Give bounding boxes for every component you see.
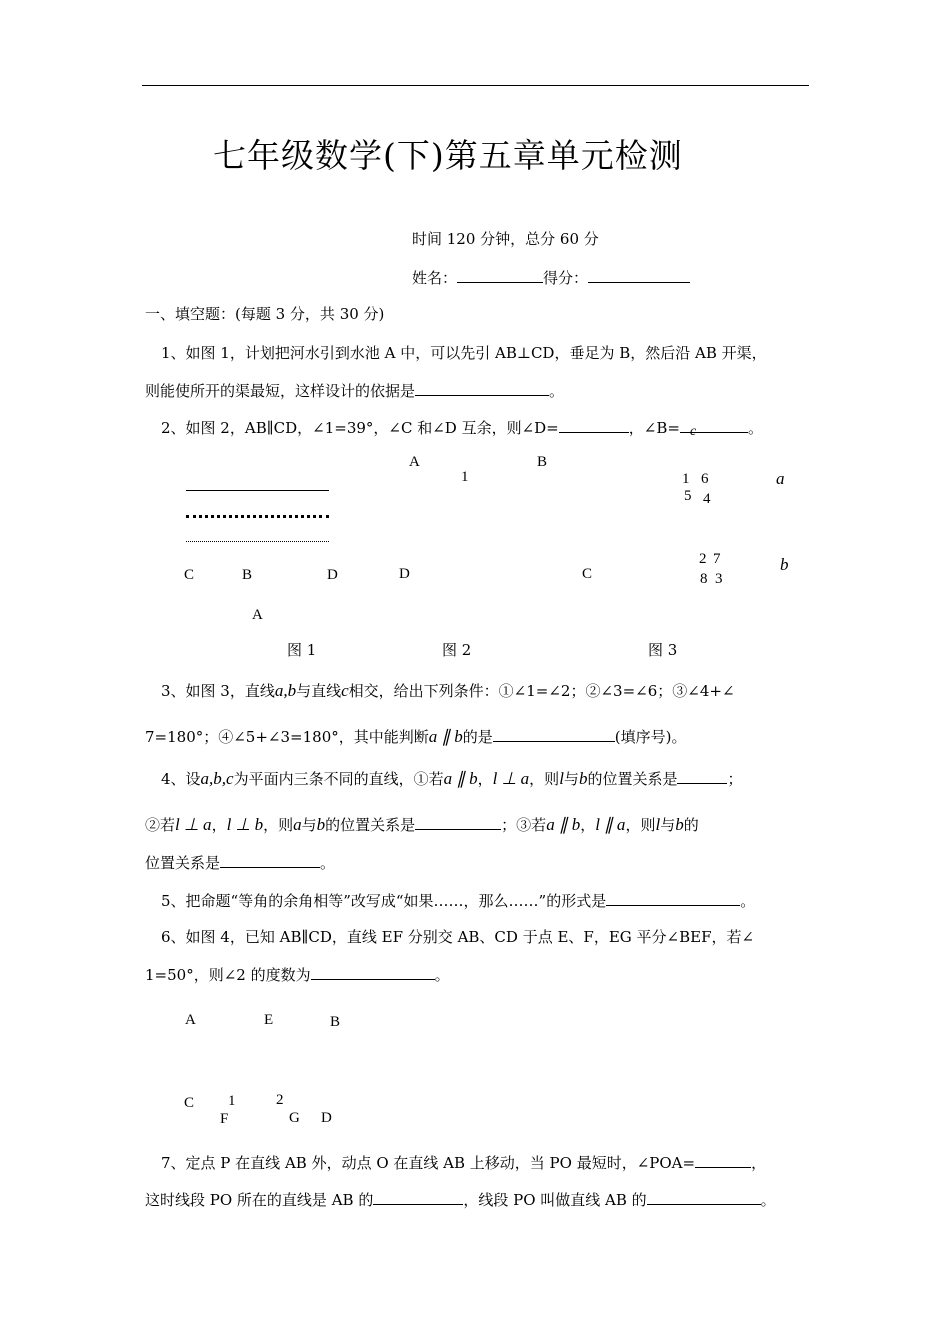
- q2-end: 。: [747, 419, 763, 437]
- fig3-angle-2: 2: [699, 551, 707, 567]
- fig1-dotted-line-thin: [186, 541, 329, 542]
- fig3-angle-6: 6: [701, 471, 709, 487]
- fig3-angle-7: 7: [713, 551, 721, 567]
- q3-answer-blank[interactable]: [493, 725, 615, 742]
- q4-cond1: a ∥ b: [443, 769, 478, 788]
- q4-answer-1[interactable]: [677, 767, 727, 784]
- q7-text-a: 7、定点 P 在直线 AB 外，动点 O 在直线 AB 上移动，当 PO 最短时，∠POA=: [161, 1154, 696, 1172]
- q4-cond6: l ∥ a: [595, 815, 626, 834]
- fig2-label-a: A: [409, 454, 420, 470]
- q7-answer-angle[interactable]: [695, 1151, 751, 1168]
- q4-t13: ；③若: [501, 816, 547, 834]
- q5-text: 5、把命题“等角的余角相等”改写成“如果……，那么……”的形式是: [161, 892, 607, 910]
- fig3-angle-4: 4: [703, 491, 711, 507]
- q4-line1: [161, 767, 742, 789]
- q4-cond2: l ⊥ a: [492, 769, 530, 788]
- fig1-label-c: C: [184, 567, 195, 583]
- q4-cond3: l ⊥ a: [175, 815, 212, 834]
- q1-line1: 1、如图 1，计划把河水引到水池 A 中，可以先引 AB⊥CD，垂足为 B，然后沿 AB 开渠，: [161, 344, 767, 362]
- q4-t16: 与: [660, 816, 676, 834]
- q5-end: 。: [740, 892, 756, 910]
- q4-t2: 为平面内三条不同的直线，①若: [233, 770, 444, 788]
- fig2-caption: 图 2: [442, 641, 472, 659]
- q3-text-d: 7=180°；④∠5+∠3=180°，其中能判断: [145, 728, 429, 746]
- q7-answer-name[interactable]: [647, 1188, 761, 1205]
- q4-t6: 的位置关系是: [587, 770, 678, 788]
- q4-vars: a,b,c: [200, 769, 234, 788]
- q6-line2: [145, 963, 450, 985]
- q7-text-c: 这时线段 PO 所在的直线是 AB 的: [145, 1191, 374, 1209]
- fig2-label-c: C: [582, 566, 593, 582]
- time-info: 时间 120 分钟，总分 60 分: [412, 230, 599, 248]
- fig1-dotted-line: [186, 515, 329, 518]
- q4-t9: ，: [211, 816, 227, 834]
- fig3-angle-1: 1: [682, 471, 690, 487]
- q5-answer-blank[interactable]: [606, 889, 740, 906]
- q7-line2: [145, 1188, 776, 1210]
- q4-line2: [145, 813, 699, 835]
- fig2-label-d: D: [399, 566, 410, 582]
- q7-text-e: 。: [760, 1191, 776, 1209]
- fig4-label-g: G: [289, 1110, 300, 1126]
- q1-line2: [145, 379, 564, 401]
- q4-cond5: a ∥ b: [546, 815, 581, 834]
- q3-line2: [145, 725, 686, 747]
- q1-text: 则能使所开的渠最短，这样设计的依据是: [145, 382, 416, 400]
- q2-answer-d[interactable]: [559, 416, 629, 433]
- fig1-label-d: D: [327, 567, 338, 583]
- q7-text-d: ，线段 PO 叫做直线 AB 的: [463, 1191, 647, 1209]
- fig4-label-f: F: [220, 1111, 229, 1127]
- q3-var-c: c: [341, 681, 349, 700]
- fig2-label-1: 1: [461, 469, 469, 485]
- fig3-line-b: b: [780, 555, 789, 574]
- q4-var-l: l: [559, 769, 564, 788]
- fig4-angle-2: 2: [276, 1092, 284, 1108]
- q3-text-e: 的是: [462, 728, 493, 746]
- q3-text-c: 相交，给出下列条件：①∠1=∠2；②∠3=∠6；③∠4+∠: [348, 682, 735, 700]
- fig4-label-e: E: [264, 1012, 274, 1028]
- q3-cond: a ∥ b: [428, 727, 463, 746]
- q4-t12: 的位置关系是: [325, 816, 416, 834]
- q6-answer-blank[interactable]: [311, 963, 435, 980]
- fig3-angle-3: 3: [715, 571, 723, 587]
- q3-text-b: 与直线: [296, 682, 342, 700]
- q4-t7: ；: [727, 770, 743, 788]
- q4-t8: ②若: [145, 816, 176, 834]
- q4-t17: 的: [683, 816, 699, 834]
- score-label: 得分：: [543, 269, 589, 287]
- q3-line1: [161, 680, 735, 701]
- page-title: 七年级数学(下)第五章单元检测: [213, 136, 683, 175]
- q6-line1: 6、如图 4，已知 AB∥CD，直线 EF 分别交 AB、CD 于点 E、F，EG 平分∠BEF，若∠: [161, 928, 755, 946]
- q3-text-a: 3、如图 3，直线: [161, 682, 275, 700]
- q4-t4: ，则: [529, 770, 560, 788]
- q1-answer-blank[interactable]: [415, 379, 549, 396]
- q4-var-a: a: [293, 815, 302, 834]
- fig4-label-d: D: [321, 1110, 332, 1126]
- fig4-label-a: A: [185, 1012, 196, 1028]
- q5-line: [161, 889, 755, 911]
- q7-line1: [161, 1151, 766, 1173]
- fig4-angle-1: 1: [228, 1093, 236, 1109]
- name-score-line: [412, 266, 690, 288]
- header-rule: [142, 85, 809, 86]
- fig3-angle-8: 8: [700, 571, 708, 587]
- q4-t14: ，: [580, 816, 596, 834]
- q4-t19: 。: [320, 854, 336, 872]
- q2-line: [161, 416, 763, 438]
- q4-t10: ，则: [263, 816, 294, 834]
- q4-t3: ，: [477, 770, 493, 788]
- q4-var-l2: l: [655, 815, 661, 834]
- q6-end: 。: [434, 966, 450, 984]
- q4-answer-3[interactable]: [220, 851, 320, 868]
- q2-stray-c: c: [690, 424, 697, 439]
- fig1-river-line: [186, 490, 329, 491]
- fig1-label-a: A: [252, 607, 263, 623]
- fig3-caption: 图 3: [648, 641, 678, 659]
- fig4-label-b: B: [330, 1014, 341, 1030]
- score-field[interactable]: [588, 266, 690, 283]
- q3-text-f: (填序号)。: [614, 728, 687, 746]
- fig1-label-b: B: [242, 567, 253, 583]
- q4-t15: ，则: [625, 816, 656, 834]
- q4-cond4: l ⊥ b: [226, 815, 264, 834]
- q4-t18: 位置关系是: [145, 854, 221, 872]
- q4-line3: [145, 851, 335, 873]
- q4-var-b: b: [578, 769, 588, 788]
- q4-t11: 与: [301, 816, 317, 834]
- fig2-label-b: B: [537, 454, 548, 470]
- fig1-caption: 图 1: [287, 641, 317, 659]
- fig3-line-a: a: [776, 469, 785, 488]
- q3-var-ab: a,b: [274, 681, 297, 700]
- q6-text: 1=50°，则∠2 的度数为: [145, 966, 311, 984]
- q4-var-b3: b: [675, 815, 684, 834]
- q4-answer-2[interactable]: [415, 813, 501, 830]
- q4-t1: 4、设: [161, 770, 201, 788]
- q4-var-b2: b: [316, 815, 326, 834]
- q7-answer-relation[interactable]: [373, 1188, 463, 1205]
- q7-text-b: ，: [751, 1154, 767, 1172]
- q2-text-a: 2、如图 2，AB∥CD，∠1=39°，∠C 和∠D 互余，则∠D=: [161, 419, 559, 437]
- q1-end: 。: [549, 382, 565, 400]
- name-field[interactable]: [457, 266, 543, 283]
- section-heading: 一、填空题：(每题 3 分，共 30 分): [145, 305, 385, 323]
- q4-t5: 与: [563, 770, 579, 788]
- q2-text-b: ，∠B=: [628, 419, 680, 437]
- fig4-label-c: C: [184, 1095, 195, 1111]
- name-label: 姓名：: [412, 269, 458, 287]
- fig3-angle-5: 5: [684, 488, 692, 504]
